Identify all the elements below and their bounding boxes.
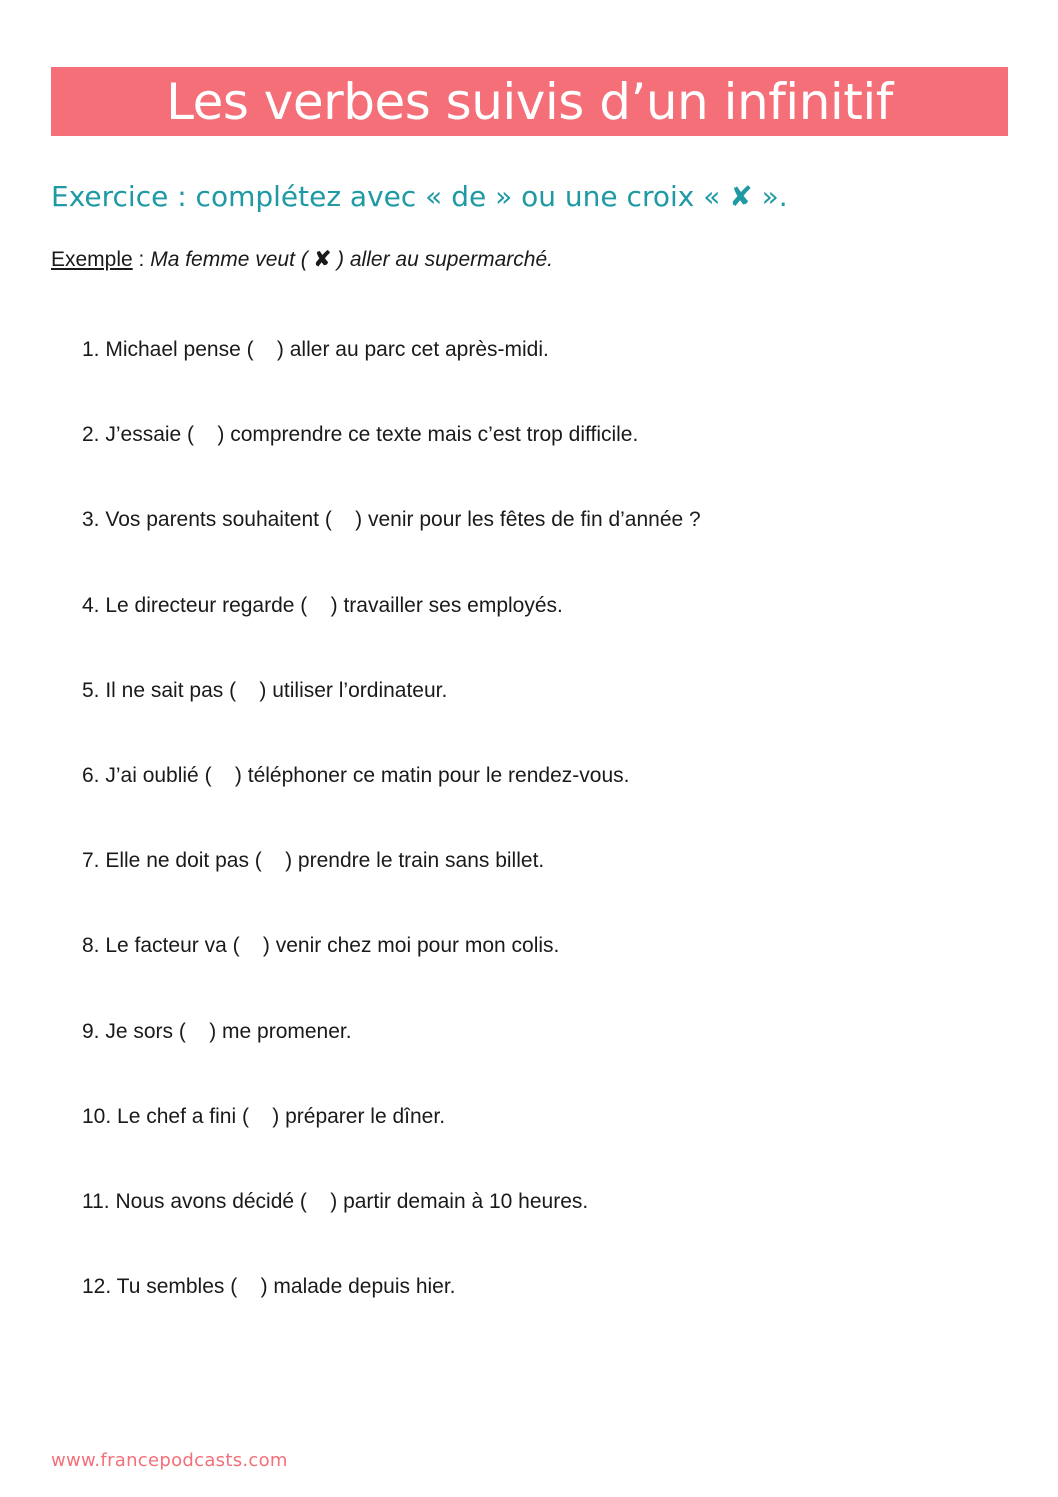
exercise-item-5: 5. Il ne sait pas ( ) utiliser l’ordinateur.: [82, 678, 448, 702]
exercise-item-7: 7. Elle ne doit pas ( ) prendre le train sans billet.: [82, 849, 545, 873]
exercise-heading-end: ».: [752, 180, 788, 213]
title-banner: [51, 67, 1008, 136]
exercise-item-12: 12. Tu sembles ( ) malade depuis hier.: [82, 1275, 456, 1299]
example-label: Exemple: [51, 248, 133, 271]
exercise-item-9: 9. Je sors ( ) me promener.: [82, 1019, 352, 1043]
exercise-item-3: 3. Vos parents souhaitent ( ) venir pour les fêtes de fin d’année ?: [82, 508, 701, 532]
exercise-list: [82, 337, 701, 1359]
exercise-item-11: 11. Nous avons décidé ( ) partir demain à 10 heures.: [82, 1189, 589, 1213]
example-line: [51, 247, 553, 272]
example-separator: :: [132, 248, 151, 271]
page-title: Les verbes suivis d’un infinitif: [166, 72, 893, 131]
exercise-item-1: 1. Michael pense ( ) aller au parc cet après-midi.: [82, 338, 549, 361]
example-cross-icon: ✘: [313, 248, 332, 271]
exercise-item-4: 4. Le directeur regarde ( ) travailler ses employés.: [82, 593, 563, 617]
example-sentence-end: ) aller au supermarché.: [331, 248, 553, 271]
exercise-item-6: 6. J’ai oublié ( ) téléphoner ce matin pour le rendez-vous.: [82, 763, 630, 787]
exercise-heading-text: Exercice : complétez avec « de » ou une croix «: [51, 180, 730, 213]
exercise-item-2: 2. J’essaie ( ) comprendre ce texte mais c’est trop difficile.: [82, 423, 639, 447]
example-sentence: [150, 248, 553, 271]
cross-icon: ✘: [729, 180, 753, 213]
exercise-heading: [51, 180, 788, 213]
footer-url[interactable]: www.francepodcasts.com: [51, 1450, 288, 1471]
exercise-item-10: 10. Le chef a fini ( ) préparer le dîner.: [82, 1104, 446, 1128]
exercise-item-8: 8. Le facteur va ( ) venir chez moi pour mon colis.: [82, 934, 560, 958]
example-sentence-start: Ma femme veut (: [150, 248, 314, 271]
